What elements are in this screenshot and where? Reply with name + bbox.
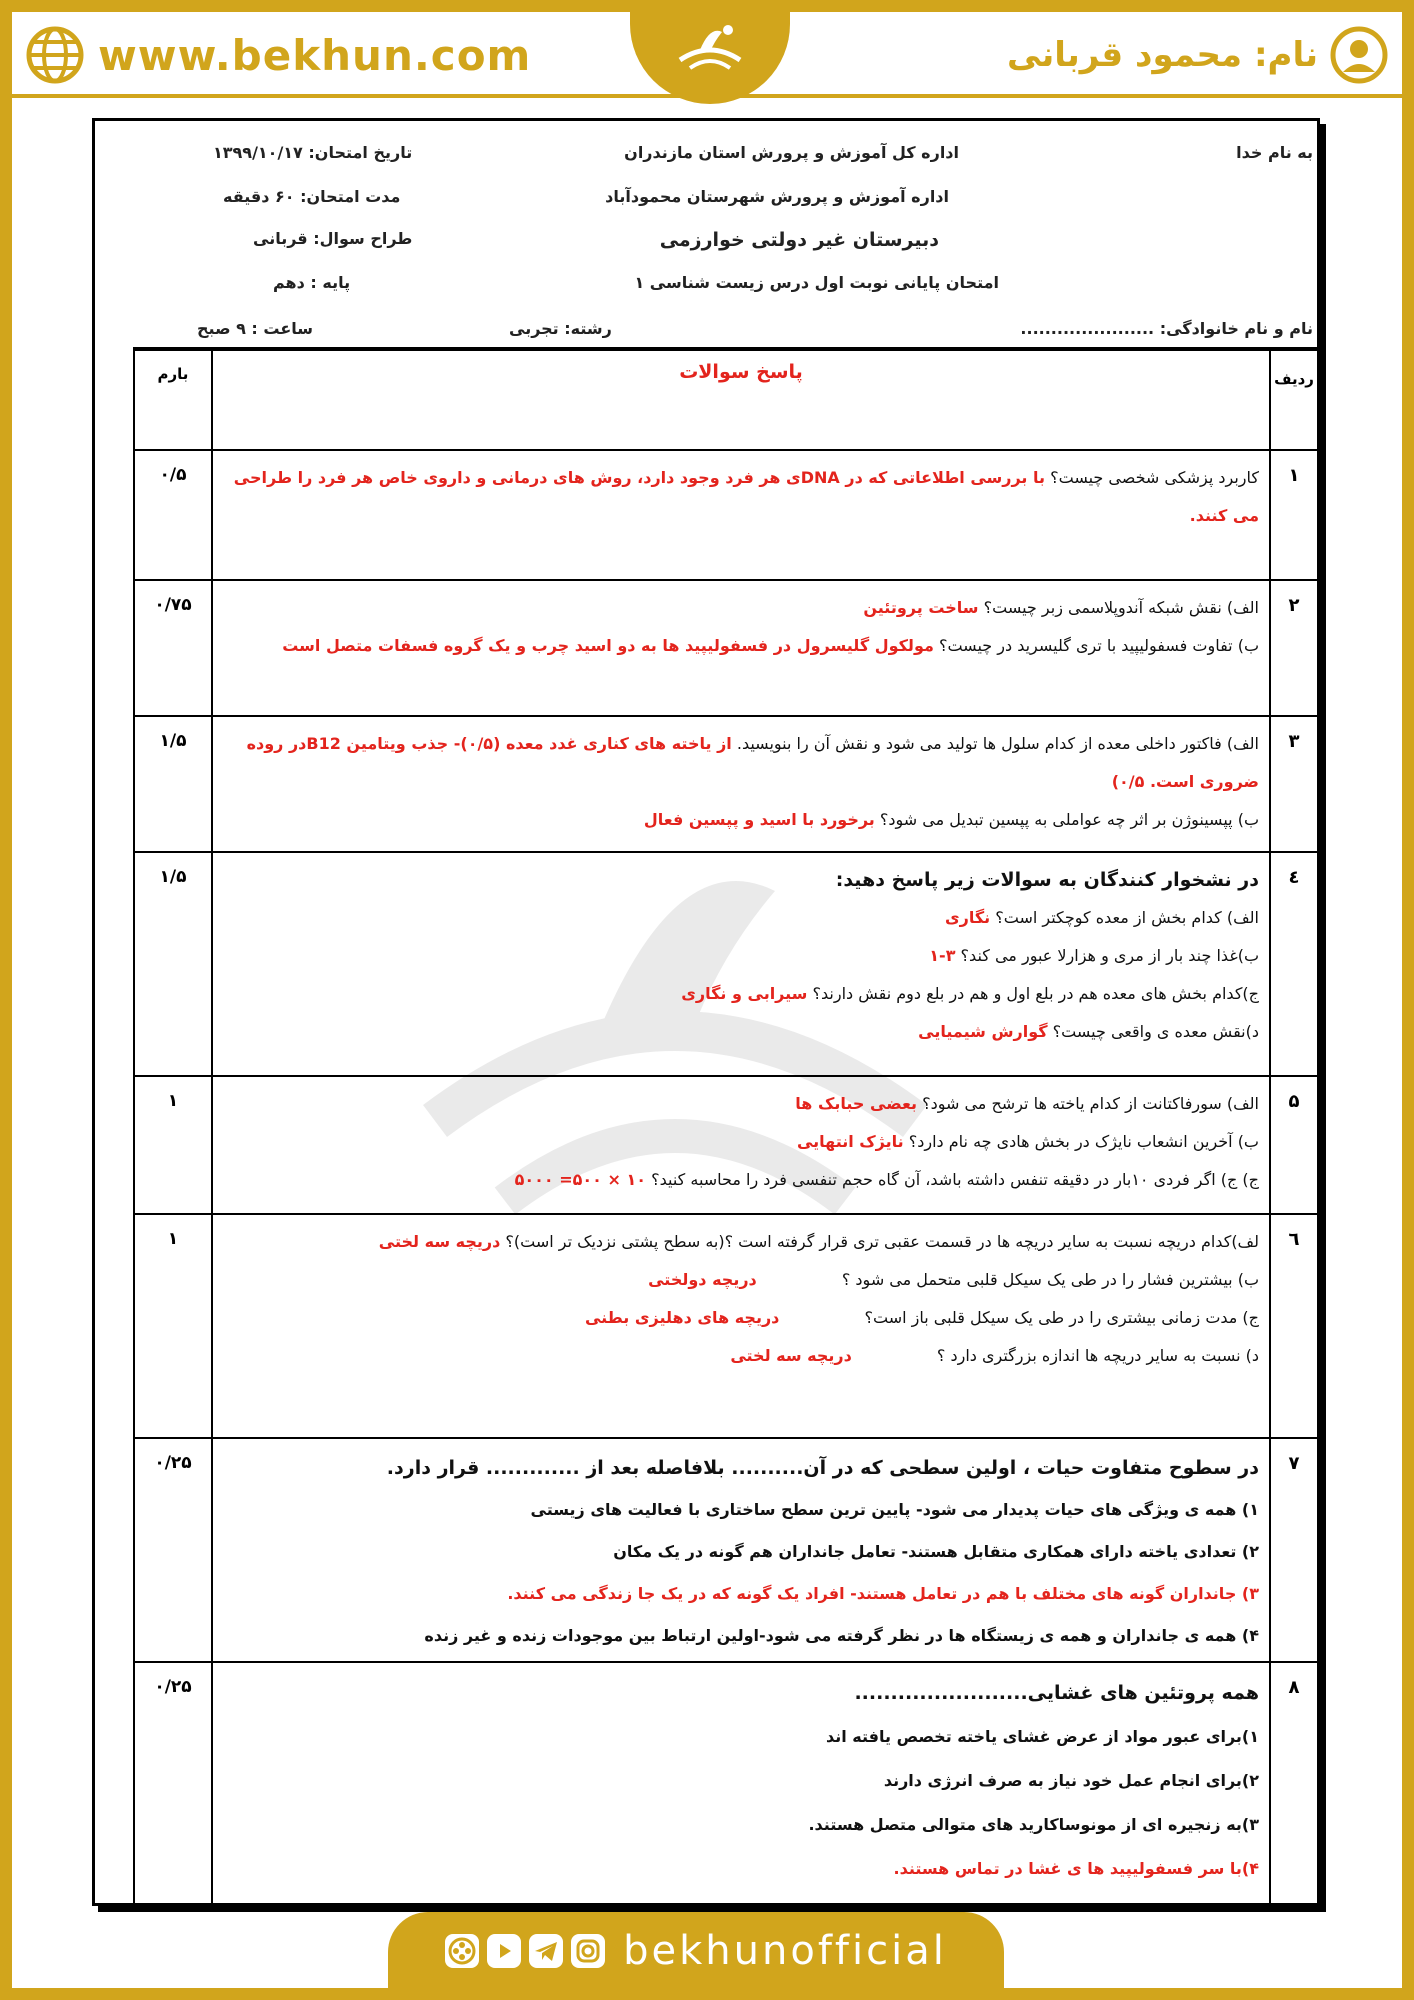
site-url[interactable]: www.bekhun.com bbox=[98, 30, 532, 80]
site-url-block[interactable] bbox=[26, 26, 531, 84]
question-number: ۳ bbox=[1270, 716, 1318, 852]
telegram-icon[interactable] bbox=[529, 1934, 563, 1968]
org-city: اداره آموزش و پرورش شهرستان محمودآباد bbox=[605, 187, 949, 206]
table-row bbox=[134, 1662, 1318, 1904]
question-text: الف) نقش شبکه آندوپلاسمی زبر چیست؟ bbox=[983, 598, 1259, 617]
question-score: ۱/۵ bbox=[134, 852, 212, 1076]
answer-text: دریچه سه لختی bbox=[730, 1346, 852, 1365]
social-footer bbox=[388, 1912, 1004, 1990]
school-name: دبیرستان غیر دولتی خوارزمی bbox=[659, 229, 939, 251]
question-cell bbox=[212, 1214, 1270, 1438]
question-number: ٦ bbox=[1270, 1214, 1318, 1438]
table-row bbox=[134, 852, 1318, 1076]
question-score: ۰/۲۵ bbox=[134, 1662, 212, 1904]
question-cell bbox=[212, 1662, 1270, 1904]
aparat-icon[interactable] bbox=[445, 1934, 479, 1968]
answer-text: نگاری bbox=[944, 908, 991, 927]
question-title: در سطوح متفاوت حیات ، اولین سطحی که در آن.......... بلافاصله بعد از ............. قرار دارد. bbox=[386, 1457, 1259, 1479]
question-text: الف) کدام بخش از معده کوچکتر است؟ bbox=[995, 908, 1259, 927]
answer-option-text: ۴)با سر فسفولیپید ها ی غشا در تماس هستند. bbox=[893, 1859, 1259, 1878]
answer-text: دریچه دولختی bbox=[648, 1270, 757, 1289]
exam-designer: طراح سوال: قربانی bbox=[253, 229, 413, 248]
table-row bbox=[134, 1438, 1318, 1662]
option-text: ۲) تعدادی یاخته دارای همکاری متقابل هستند- تعامل جانداران هم گونه در یک مکان bbox=[613, 1542, 1259, 1561]
question-text: ج) مدت زمانی بیشتری را در طی یک سیکل قلبی باز است؟ bbox=[864, 1308, 1259, 1327]
option-text: ۱)برای عبور مواد از عرض غشای یاخته تخصص یافته اند bbox=[825, 1727, 1259, 1746]
question-cell bbox=[212, 580, 1270, 716]
table-row bbox=[134, 450, 1318, 580]
exam-title: امتحان پایانی نوبت اول درس زیست شناسی ۱ bbox=[634, 273, 999, 292]
site-header bbox=[12, 12, 1402, 98]
question-text: الف) فاکتور داخلی معده از کدام سلول ها تولید می شود و نقش آن را بنویسید. bbox=[736, 734, 1259, 753]
brand-logo bbox=[630, 0, 790, 104]
author-block bbox=[1007, 26, 1388, 84]
question-text: ب) تفاوت فسفولیپید با تری گلیسرید در چیست؟ bbox=[938, 636, 1259, 655]
table-header-row bbox=[134, 350, 1318, 450]
answer-option-text: ۳) جانداران گونه های مختلف با هم در تعامل هستند- افراد یک گونه که در یک جا زندگی می کنند. bbox=[507, 1584, 1259, 1603]
question-cell bbox=[212, 1438, 1270, 1662]
question-score: ۱ bbox=[134, 1214, 212, 1438]
social-handle[interactable]: bekhunofficial bbox=[623, 1928, 947, 1974]
question-score: ۰/۲۵ bbox=[134, 1438, 212, 1662]
question-score: ۰/۵ bbox=[134, 450, 212, 580]
globe-icon bbox=[26, 26, 84, 84]
answer-text: برخورد با اسید و پپسین فعال bbox=[643, 810, 875, 829]
answer-text: از یاخته های کناری غدد معده (۰/۵)- جذب ویتامین B12در روده ضروری است. ۰/۵) bbox=[246, 734, 1259, 791]
table-row bbox=[134, 1076, 1318, 1214]
page-frame bbox=[12, 12, 1402, 1988]
question-text: کاربرد پزشکی شخصی چیست؟ bbox=[1050, 468, 1259, 487]
exam-time: ساعت : ۹ صبح bbox=[197, 319, 314, 338]
option-text: ۳)به زنجیره ای از مونوساکارید های متوالی متصل هستند. bbox=[808, 1815, 1259, 1834]
book-logo-icon bbox=[670, 20, 750, 84]
table-row bbox=[134, 580, 1318, 716]
social-icons bbox=[445, 1934, 605, 1968]
question-cell bbox=[212, 450, 1270, 580]
answer-text: ۱۰ × ۵۰۰= ۵۰۰۰ bbox=[514, 1170, 647, 1189]
exam-date: تاریخ امتحان: ۱۳۹۹/۱۰/۱۷ bbox=[213, 143, 413, 162]
table-row bbox=[134, 716, 1318, 852]
answers-table bbox=[133, 349, 1319, 1905]
answer-text: نایژک انتهایی bbox=[796, 1132, 904, 1151]
question-title: در نشخوار کنندگان به سوالات زیر پاسخ دهید: bbox=[835, 869, 1259, 891]
question-text: ج)کدام بخش های معده هم در بلع اول و هم در بلع دوم نقش دارند؟ bbox=[812, 984, 1259, 1003]
answer-text: دریچه های دهلیزی بطنی bbox=[584, 1308, 780, 1327]
question-number: ۸ bbox=[1270, 1662, 1318, 1904]
instagram-icon[interactable] bbox=[571, 1934, 605, 1968]
question-text: لف)کدام دریچه نسبت به سایر دریچه ها در قسمت عقبی تری قرار گرفته است ؟(به سطح پشتی نزدیک تر است)؟ bbox=[505, 1232, 1259, 1251]
col-row-header: ردیف bbox=[1270, 350, 1318, 450]
question-number: ٤ bbox=[1270, 852, 1318, 1076]
answer-text: گوارش شیمیایی bbox=[918, 1022, 1048, 1041]
col-answers-header: پاسخ سوالات bbox=[212, 350, 1270, 450]
question-text: د) نسبت به سایر دریچه ها اندازه بزرگتری دارد ؟ bbox=[936, 1346, 1259, 1365]
org-province: اداره کل آموزش و پرورش استان مازندران bbox=[624, 143, 959, 162]
answer-text: سیرابی و نگاری bbox=[681, 984, 808, 1003]
answer-text: بعضی حبابک ها bbox=[795, 1094, 917, 1113]
question-number: ۵ bbox=[1270, 1076, 1318, 1214]
question-score: ۱/۵ bbox=[134, 716, 212, 852]
author-name: نام: محمود قربانی bbox=[1007, 35, 1318, 75]
question-number: ۲ bbox=[1270, 580, 1318, 716]
option-text: ۴) همه ی جانداران و همه ی زیستگاه ها در نظر گرفته می شود-اولین ارتباط بین موجودات زنده و غیر زنده bbox=[424, 1626, 1259, 1645]
question-text: الف) سورفاکتانت از کدام یاخته ها ترشح می شود؟ bbox=[922, 1094, 1259, 1113]
answer-text: ۳-۱ bbox=[929, 946, 956, 965]
question-text: ب)غذا چند بار از مری و هزارلا عبور می کند؟ bbox=[960, 946, 1259, 965]
user-icon bbox=[1330, 26, 1388, 84]
option-text: ۱) همه ی ویژگی های حیات پدیدار می شود- پایین ترین سطح ساختاری با فعالیت های زیستی bbox=[530, 1500, 1259, 1519]
question-title: همه پروتئین های غشایی........................ bbox=[854, 1682, 1259, 1704]
question-text: ج) ج) اگر فردی ۱۰بار در دقیقه تنفس داشته باشد، آن گاه حجم تنفسی فرد را محاسبه کنید؟ bbox=[651, 1170, 1259, 1189]
question-number: ۷ bbox=[1270, 1438, 1318, 1662]
exam-header bbox=[133, 125, 1319, 349]
col-score-header: بارم bbox=[134, 350, 212, 450]
question-text: د)نقش معده ی واقعی چیست؟ bbox=[1052, 1022, 1259, 1041]
question-text: ب) پپسینوژن بر اثر چه عواملی به پپسین تبدیل می شود؟ bbox=[879, 810, 1259, 829]
question-text: ب) آخرین انشعاب نایژک در بخش هادی چه نام دارد؟ bbox=[908, 1132, 1259, 1151]
answer-text: ساخت پروتئین bbox=[863, 598, 979, 617]
bismillah: به نام خدا bbox=[1236, 143, 1313, 162]
question-cell bbox=[212, 716, 1270, 852]
question-text: ب) بیشترین فشار را در طی یک سیکل قلبی متحمل می شود ؟ bbox=[841, 1270, 1259, 1289]
question-cell bbox=[212, 1076, 1270, 1214]
question-cell bbox=[212, 852, 1270, 1076]
answer-text: با بررسی اطلاعاتی که در DNAی هر فرد وجود دارد، روش های درمانی و داروی خاص هر فرد را طراحی می کنند. bbox=[233, 468, 1259, 525]
youtube-icon[interactable] bbox=[487, 1934, 521, 1968]
answer-text: دریچه سه لختی bbox=[378, 1232, 501, 1251]
exam-grade: پایه : دهم bbox=[273, 273, 351, 292]
option-text: ۲)برای انجام عمل خود نیاز به صرف انرژی دارند bbox=[883, 1771, 1259, 1790]
answer-text: مولکول گلیسرول در فسفولیپید ها به دو اسید چرب و یک گروه فسفات متصل است bbox=[282, 636, 934, 655]
exam-sheet bbox=[92, 118, 1320, 1906]
exam-duration: مدت امتحان: ۶۰ دقیقه bbox=[223, 187, 401, 206]
student-name-field: نام و نام خانوادگی: ...................... bbox=[1020, 319, 1313, 338]
exam-field: رشته: تجربی bbox=[509, 319, 612, 338]
question-score: ۰/۷۵ bbox=[134, 580, 212, 716]
table-row bbox=[134, 1214, 1318, 1438]
question-score: ۱ bbox=[134, 1076, 212, 1214]
question-number: ۱ bbox=[1270, 450, 1318, 580]
